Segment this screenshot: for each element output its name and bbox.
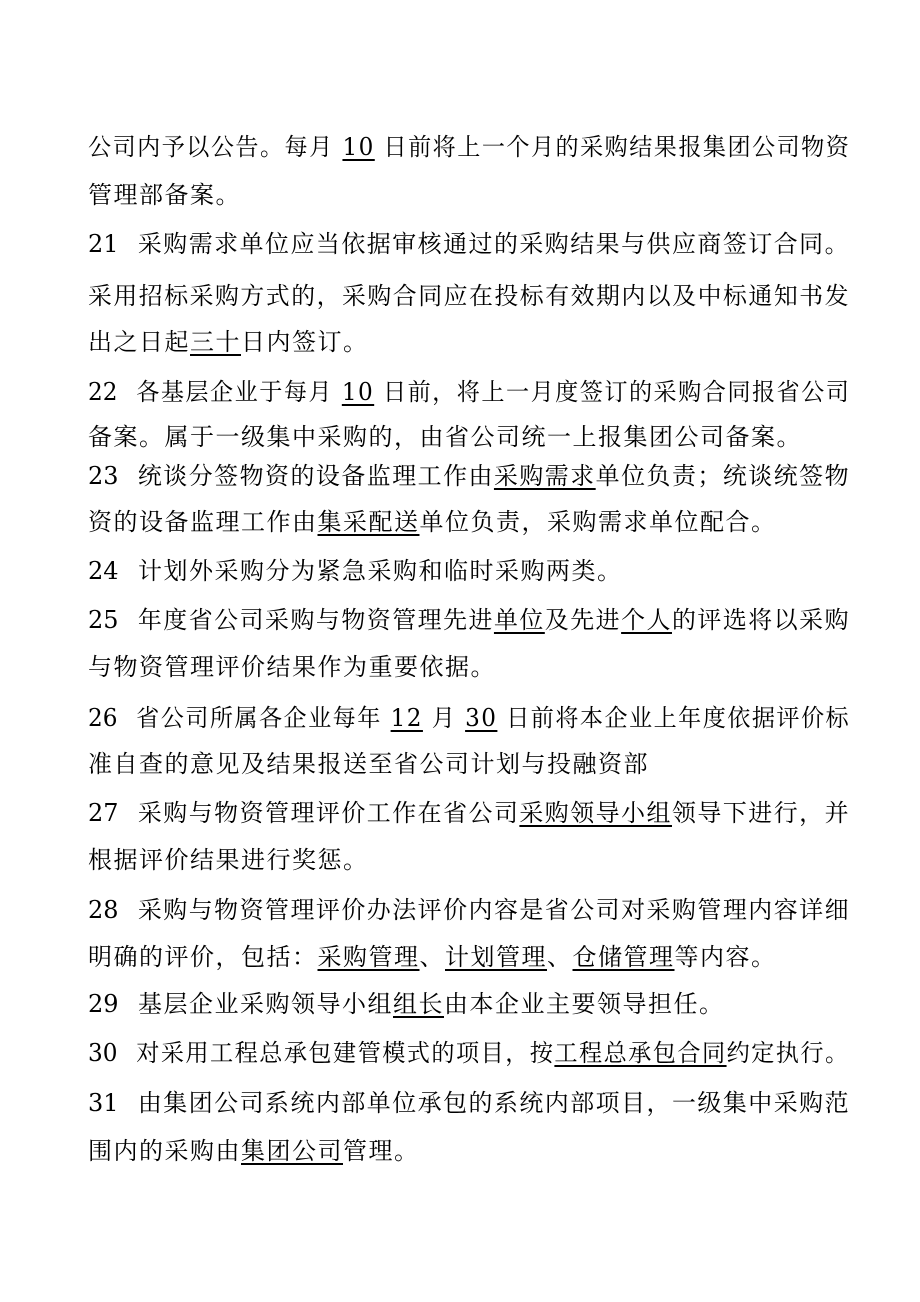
text-run: 基层企业采购领导小组 bbox=[138, 990, 393, 1018]
text-run: 单位负责；统谈统签物 bbox=[595, 462, 851, 490]
text-run: 由本企业主要领导担任。 bbox=[444, 990, 725, 1018]
underlined-text: 组长 bbox=[393, 990, 444, 1018]
text-line bbox=[88, 703, 850, 733]
text-line bbox=[88, 281, 850, 311]
text-line bbox=[88, 989, 725, 1019]
item-number: 31 bbox=[88, 1089, 119, 1117]
text-run: 围内的采购由 bbox=[88, 1137, 241, 1165]
text-run: 根据评价结果进行奖惩。 bbox=[88, 846, 369, 874]
text-line bbox=[88, 942, 777, 972]
text-run: 日前将本企业上年度依据评价标 bbox=[497, 704, 851, 732]
text-run: 日前将上一个月的采购结果报集团公司物资 bbox=[374, 133, 851, 161]
text-run: 日前，将上一月度签订的采购合同报省公司 bbox=[374, 378, 851, 406]
text-run: 统谈分签物资的设备监理工作由 bbox=[137, 462, 494, 490]
text-line bbox=[88, 652, 496, 682]
text-run: 对采用工程总承包建管模式的项目，按 bbox=[136, 1039, 555, 1067]
underlined-text: 10 bbox=[341, 378, 375, 406]
underlined-text: 10 bbox=[342, 133, 375, 161]
text-line bbox=[88, 132, 850, 162]
text-run: 采用招标采购方式的，采购合同应在投标有效期内以及中标通知书发 bbox=[88, 282, 851, 310]
text-run: 出之日起 bbox=[88, 328, 190, 356]
item-number: 29 bbox=[88, 990, 119, 1018]
text-line bbox=[88, 605, 850, 635]
underlined-text: 集采配送 bbox=[317, 508, 420, 536]
item-number: 25 bbox=[88, 606, 119, 634]
text-run: 等内容。 bbox=[674, 943, 777, 971]
text-run: 明确的评价，包括： bbox=[88, 943, 318, 971]
text-line bbox=[88, 845, 369, 875]
text-line bbox=[88, 377, 850, 407]
text-run: 备案。属于一级集中采购的，由省公司统一上报集团公司备案。 bbox=[88, 423, 802, 451]
item-number: 21 bbox=[88, 230, 119, 258]
text-run: 计划外采购分为紧急采购和临时采购两类。 bbox=[138, 557, 623, 585]
underlined-text: 30 bbox=[465, 704, 498, 732]
text-run: 管理。 bbox=[343, 1137, 420, 1165]
text-line bbox=[88, 461, 850, 491]
underlined-text: 仓储管理 bbox=[572, 943, 675, 971]
text-run: 采购与物资管理评价工作在省公司 bbox=[137, 799, 520, 827]
text-line bbox=[88, 1088, 850, 1118]
underlined-text: 三十 bbox=[190, 328, 241, 356]
text-line bbox=[88, 327, 369, 357]
text-line bbox=[88, 798, 850, 828]
underlined-text: 集团公司 bbox=[241, 1137, 343, 1165]
underlined-text: 个人 bbox=[621, 606, 672, 634]
text-run: 资的设备监理工作由 bbox=[88, 508, 318, 536]
text-run: 单位负责，采购需求单位配合。 bbox=[419, 508, 777, 536]
text-line bbox=[88, 1136, 420, 1166]
text-run: 、 bbox=[419, 943, 445, 971]
text-line bbox=[88, 749, 649, 779]
underlined-text: 采购管理 bbox=[317, 943, 420, 971]
underlined-text: 计划管理 bbox=[445, 943, 547, 971]
text-line bbox=[88, 556, 623, 586]
underlined-text: 采购需求 bbox=[493, 462, 596, 490]
text-run: 公司内予以公告。每月 bbox=[88, 133, 343, 161]
item-number: 30 bbox=[88, 1039, 118, 1067]
text-run: 省公司所属各企业每年 bbox=[136, 704, 391, 732]
item-number: 28 bbox=[88, 896, 119, 924]
underlined-text: 单位 bbox=[493, 606, 545, 634]
item-number: 24 bbox=[88, 557, 119, 585]
underlined-text: 12 bbox=[390, 704, 423, 732]
text-run: 采购需求单位应当依据审核通过的采购结果与供应商签订合同。 bbox=[137, 230, 851, 258]
item-number: 22 bbox=[88, 378, 118, 406]
text-run: 及先进 bbox=[544, 606, 622, 634]
text-run: 领导下进行，并 bbox=[671, 799, 851, 827]
text-line bbox=[88, 507, 777, 537]
text-run: 日内签订。 bbox=[241, 328, 369, 356]
text-line bbox=[88, 422, 802, 452]
text-run: 的评选将以采购 bbox=[671, 606, 851, 634]
text-run: 准自查的意见及结果报送至省公司计划与投融资部 bbox=[88, 750, 649, 778]
text-run: 由集团公司系统内部单位承包的系统内部项目，一级集中采购范 bbox=[137, 1089, 851, 1117]
text-line bbox=[88, 1038, 850, 1068]
text-line bbox=[88, 229, 850, 259]
text-run: 管理部备案。 bbox=[88, 181, 241, 209]
text-line bbox=[88, 895, 850, 925]
text-run: 各基层企业于每月 bbox=[136, 378, 342, 406]
underlined-text: 采购领导小组 bbox=[519, 799, 672, 827]
text-run: 采购与物资管理评价办法评价内容是省公司对采购管理内容详细 bbox=[137, 896, 851, 924]
text-run: 、 bbox=[547, 943, 573, 971]
text-run: 月 bbox=[422, 704, 466, 732]
text-line bbox=[88, 180, 241, 210]
item-number: 23 bbox=[88, 462, 119, 490]
item-number: 27 bbox=[88, 799, 119, 827]
text-run: 年度省公司采购与物资管理先进 bbox=[137, 606, 494, 634]
item-number: 26 bbox=[88, 704, 118, 732]
text-run: 约定执行。 bbox=[726, 1039, 850, 1067]
underlined-text: 工程总承包合同 bbox=[554, 1039, 727, 1067]
text-run: 与物资管理评价结果作为重要依据。 bbox=[88, 653, 496, 681]
